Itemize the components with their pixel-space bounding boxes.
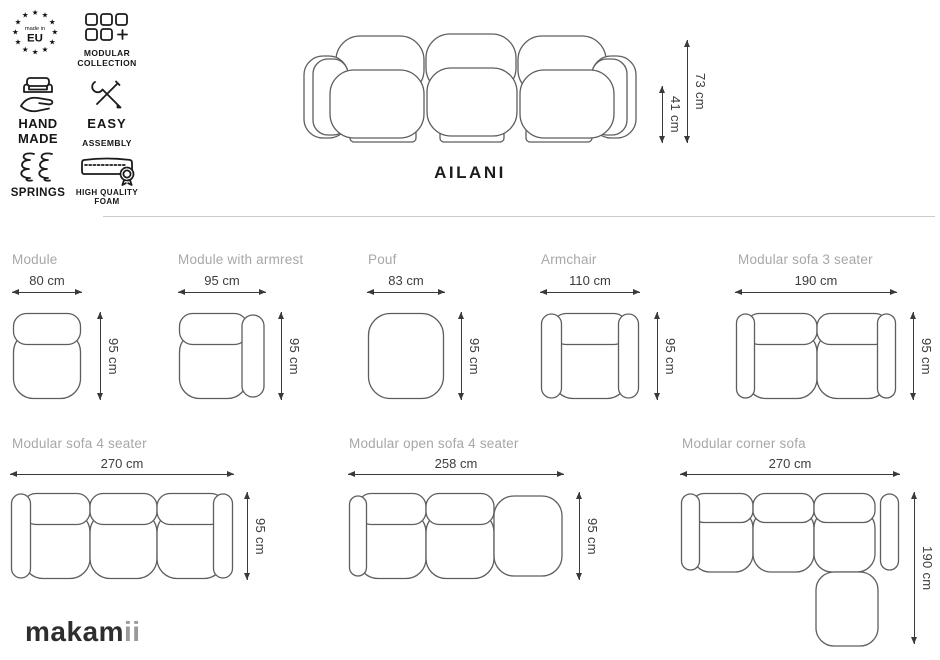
pouf-top-view xyxy=(367,312,445,400)
badge-label: FOAM xyxy=(94,196,120,206)
height-label: 95 cm xyxy=(919,337,934,375)
width-label: 95 cm xyxy=(204,273,240,288)
divider-line xyxy=(103,216,935,217)
svg-text:★: ★ xyxy=(21,10,29,20)
badge-label: SPRINGS xyxy=(10,187,66,199)
sofa-4-seater-top-view xyxy=(10,492,234,580)
product-armchair xyxy=(540,252,690,412)
badge-label: ASSEMBLY xyxy=(82,137,132,148)
badge-made-in-eu xyxy=(8,6,62,58)
svg-text:★: ★ xyxy=(21,44,29,54)
svg-text:★: ★ xyxy=(31,47,39,57)
height-label: 95 cm xyxy=(585,517,600,555)
width-arrow xyxy=(12,292,82,293)
width-label: 190 cm xyxy=(794,273,838,288)
width-arrow xyxy=(10,474,234,475)
width-arrow xyxy=(178,292,266,293)
badge-easy-assembly xyxy=(72,76,142,151)
tools-icon xyxy=(89,76,125,112)
product-title: Modular sofa 4 seater xyxy=(12,436,147,451)
logo-accent: ii xyxy=(124,616,141,647)
badge-label: COLLECTION xyxy=(77,57,137,68)
product-sofa-4-seater xyxy=(10,436,270,606)
logo-main: makam xyxy=(25,616,125,647)
product-sofa-3-seater xyxy=(735,252,935,412)
width-label: 80 cm xyxy=(29,273,65,288)
seat-height-arrow xyxy=(662,86,663,143)
height-label: 95 cm xyxy=(663,337,678,375)
svg-text:★: ★ xyxy=(41,44,49,54)
product-name-title: AILANI xyxy=(434,163,506,182)
product-title: Modular open sofa 4 seater xyxy=(349,436,519,451)
svg-text:★: ★ xyxy=(41,10,49,20)
height-label: 95 cm xyxy=(106,337,121,375)
height-arrow xyxy=(657,312,658,400)
eu-text: EU xyxy=(27,32,43,45)
sofa-3-seater-top-view xyxy=(735,312,897,400)
svg-text:★: ★ xyxy=(14,17,22,27)
product-title: Module xyxy=(12,252,58,267)
height-label: 95 cm xyxy=(467,337,482,375)
product-module xyxy=(12,252,142,412)
corner-sofa-top-view xyxy=(680,492,900,648)
badge-label: HAND xyxy=(18,116,58,131)
badge-modular-collection xyxy=(74,12,140,68)
width-arrow xyxy=(348,474,564,475)
width-label: 258 cm xyxy=(434,456,478,471)
product-title: Module with armrest xyxy=(178,252,304,267)
total-height-label: 73 cm xyxy=(693,73,708,110)
badge-hand-made xyxy=(8,76,68,146)
hero-sofa-drawing xyxy=(302,30,638,152)
eu-stars-icon xyxy=(9,6,61,58)
modular-grid-icon xyxy=(84,12,130,46)
total-height-arrow xyxy=(687,40,688,143)
badge-label: EASY xyxy=(87,116,127,131)
seat-height-label: 41 cm xyxy=(668,96,683,133)
springs-icon xyxy=(17,150,59,184)
height-arrow xyxy=(247,492,248,580)
eu-made-in-text: made in xyxy=(24,25,46,32)
height-arrow xyxy=(281,312,282,400)
width-label: 83 cm xyxy=(388,273,424,288)
height-arrow xyxy=(914,492,915,644)
product-title: Pouf xyxy=(368,252,397,267)
height-label: 95 cm xyxy=(287,337,302,375)
width-arrow xyxy=(680,474,900,475)
height-arrow xyxy=(100,312,101,400)
product-pouf xyxy=(367,252,497,412)
svg-text:★: ★ xyxy=(11,27,19,37)
height-arrow xyxy=(461,312,462,400)
height-label: 95 cm xyxy=(253,517,268,555)
module-armrest-top-view xyxy=(178,312,266,400)
makamii-logo xyxy=(25,616,141,648)
svg-text:★: ★ xyxy=(31,7,39,17)
width-arrow xyxy=(367,292,445,293)
badge-high-quality-foam xyxy=(72,154,142,207)
armchair-top-view xyxy=(540,312,640,400)
width-label: 270 cm xyxy=(768,456,812,471)
svg-text:★: ★ xyxy=(14,37,22,47)
svg-text:★: ★ xyxy=(48,37,56,47)
height-label: 190 cm xyxy=(920,545,935,591)
svg-text:★: ★ xyxy=(51,27,59,37)
product-title: Armchair xyxy=(541,252,597,267)
product-title: Modular sofa 3 seater xyxy=(738,252,873,267)
badge-label: MADE xyxy=(18,130,58,146)
product-title: Modular corner sofa xyxy=(682,436,806,451)
product-open-sofa-4-seater xyxy=(348,436,608,606)
module-top-view xyxy=(12,312,82,400)
product-module-with-armrest xyxy=(178,252,318,412)
width-label: 270 cm xyxy=(100,456,144,471)
open-sofa-top-view xyxy=(348,492,564,580)
badge-springs xyxy=(6,150,70,200)
width-arrow xyxy=(540,292,640,293)
height-arrow xyxy=(579,492,580,580)
hand-sofa-icon xyxy=(17,76,59,114)
badge-label: MODULAR xyxy=(83,48,131,58)
width-arrow xyxy=(735,292,897,293)
product-corner-sofa xyxy=(680,436,940,660)
height-arrow xyxy=(913,312,914,400)
svg-text:★: ★ xyxy=(48,17,56,27)
badge-label: HIGH QUALITY xyxy=(75,188,139,197)
width-label: 110 cm xyxy=(569,273,611,288)
foam-icon xyxy=(77,154,137,186)
